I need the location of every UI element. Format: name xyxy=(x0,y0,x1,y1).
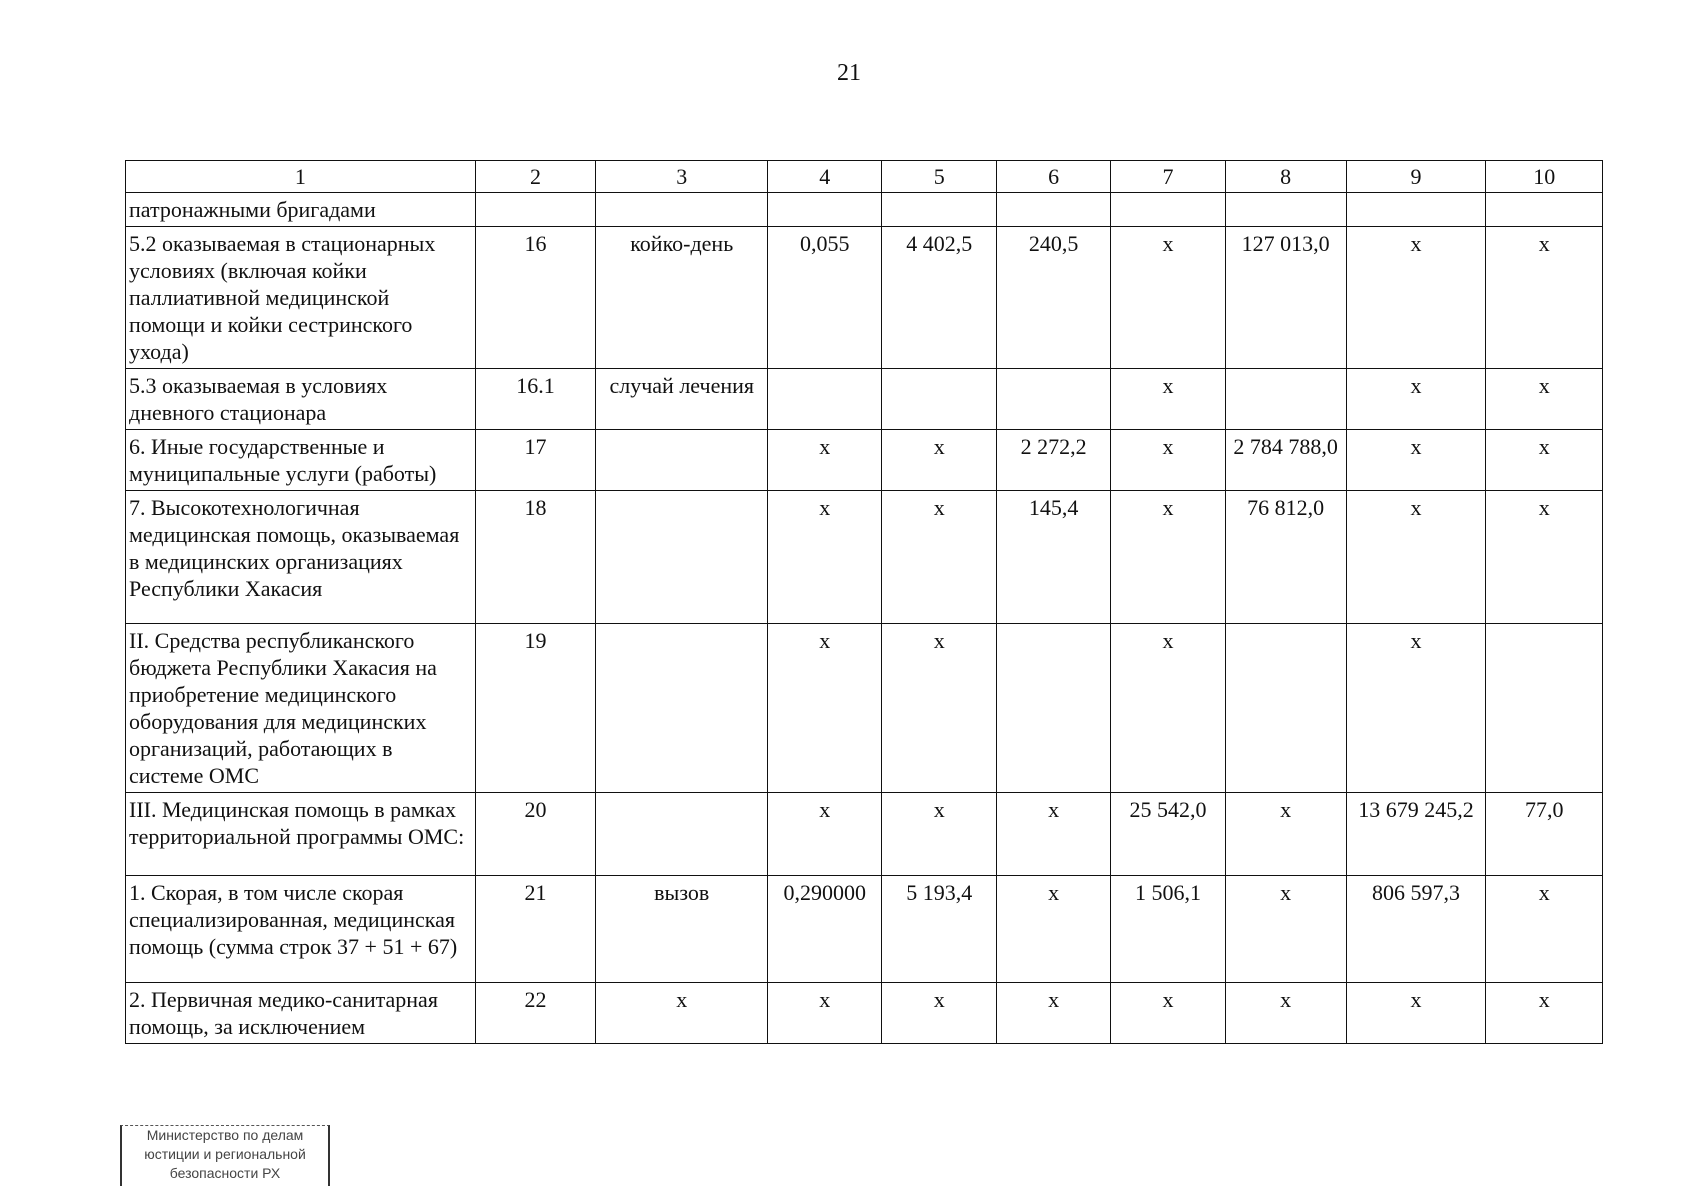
table-cell: 16.1 xyxy=(475,369,596,430)
data-table xyxy=(125,160,1603,1044)
table-cell: x xyxy=(1346,227,1486,369)
table-cell: x xyxy=(1225,876,1346,983)
table-cell xyxy=(596,624,768,793)
table-body xyxy=(126,161,1603,1044)
table-cell: 77,0 xyxy=(1486,793,1603,876)
table-cell: случай лечения xyxy=(596,369,768,430)
table-cell: x xyxy=(996,983,1110,1044)
table-cell: x xyxy=(1486,430,1603,491)
row-label: 1. Скорая, в том числе скорая специализированная, медицинская помощь (сумма строк 37 + 51 + 67) xyxy=(126,876,476,983)
table-cell: 2 272,2 xyxy=(996,430,1110,491)
table-cell: x xyxy=(1346,624,1486,793)
table-row xyxy=(126,369,1603,430)
table-cell: 13 679 245,2 xyxy=(1346,793,1486,876)
table-cell: x xyxy=(1346,369,1486,430)
table-cell: 21 xyxy=(475,876,596,983)
table-cell: 240,5 xyxy=(996,227,1110,369)
table-cell: 127 013,0 xyxy=(1225,227,1346,369)
table-cell: 145,4 xyxy=(996,491,1110,624)
table-cell: 5 193,4 xyxy=(882,876,996,983)
table-cell: 2 784 788,0 xyxy=(1225,430,1346,491)
stamp-line: Министерство по делам xyxy=(146,1127,304,1143)
column-number-cell: 5 xyxy=(882,161,996,193)
table-cell xyxy=(768,369,882,430)
row-label: II. Средства республиканского бюджета Республики Хакасия на приобретение медицинского оборудования для медицинских организаций, работающих в системе ОМС xyxy=(126,624,476,793)
table-cell: x xyxy=(768,793,882,876)
table-cell: x xyxy=(1346,491,1486,624)
table-cell: 22 xyxy=(475,983,596,1044)
column-number-cell: 2 xyxy=(475,161,596,193)
table-cell xyxy=(475,193,596,227)
table-cell: x xyxy=(1111,227,1225,369)
table-cell xyxy=(1486,624,1603,793)
column-number-cell: 8 xyxy=(1225,161,1346,193)
table-cell: вызов xyxy=(596,876,768,983)
table-row xyxy=(126,193,1603,227)
table-cell: x xyxy=(996,876,1110,983)
table-cell xyxy=(1225,369,1346,430)
stamp-line: юстиции и региональной xyxy=(144,1146,306,1162)
row-label: 5.3 оказываемая в условиях дневного стационара xyxy=(126,369,476,430)
table-cell xyxy=(596,430,768,491)
table-cell: x xyxy=(882,430,996,491)
row-label: 5.2 оказываемая в стационарных условиях (включая койки паллиативной медицинской помощи и койки сестринского ухода) xyxy=(126,227,476,369)
table-cell: койко-день xyxy=(596,227,768,369)
table-cell: x xyxy=(1111,624,1225,793)
column-number-cell: 7 xyxy=(1111,161,1225,193)
table-cell: x xyxy=(768,624,882,793)
table-cell: x xyxy=(596,983,768,1044)
table-cell: 4 402,5 xyxy=(882,227,996,369)
table-cell: x xyxy=(1346,430,1486,491)
table-cell: 25 542,0 xyxy=(1111,793,1225,876)
table-cell xyxy=(768,193,882,227)
table-row xyxy=(126,983,1603,1044)
table-cell: x xyxy=(996,793,1110,876)
row-label: III. Медицинская помощь в рамках территориальной программы ОМС: xyxy=(126,793,476,876)
table-cell: x xyxy=(1486,491,1603,624)
column-number-cell: 6 xyxy=(996,161,1110,193)
row-label: 7. Высокотехнологичная медицинская помощь, оказываемая в медицинских организациях Республики Хакасия xyxy=(126,491,476,624)
table-cell: 16 xyxy=(475,227,596,369)
table-cell: 806 597,3 xyxy=(1346,876,1486,983)
table-cell: x xyxy=(1486,369,1603,430)
table-cell: 17 xyxy=(475,430,596,491)
row-label: 2. Первичная медико-санитарная помощь, за исключением xyxy=(126,983,476,1044)
column-number-cell: 1 xyxy=(126,161,476,193)
table-cell xyxy=(1486,193,1603,227)
table-cell: 19 xyxy=(475,624,596,793)
table-cell: x xyxy=(1111,369,1225,430)
row-label: патронажными бригадами xyxy=(126,193,476,227)
stamp-line: безопасности РХ xyxy=(169,1165,281,1181)
table-cell xyxy=(596,193,768,227)
table-cell: x xyxy=(768,983,882,1044)
table-cell xyxy=(1346,193,1486,227)
table-cell: 1 506,1 xyxy=(1111,876,1225,983)
table-cell: x xyxy=(1225,793,1346,876)
table-cell: x xyxy=(882,491,996,624)
table-cell: x xyxy=(1111,983,1225,1044)
table-cell: x xyxy=(768,491,882,624)
table-row xyxy=(126,876,1603,983)
table-cell: x xyxy=(1486,983,1603,1044)
table-row xyxy=(126,227,1603,369)
row-label: 6. Иные государственные и муниципальные услуги (работы) xyxy=(126,430,476,491)
table-row xyxy=(126,491,1603,624)
table-cell: 20 xyxy=(475,793,596,876)
table-cell: x xyxy=(1225,983,1346,1044)
table-cell xyxy=(1111,193,1225,227)
table-cell xyxy=(1225,193,1346,227)
table-cell xyxy=(996,193,1110,227)
ministry-stamp xyxy=(120,1125,330,1186)
table-row xyxy=(126,624,1603,793)
table-cell: x xyxy=(882,793,996,876)
table-cell: x xyxy=(1486,876,1603,983)
column-number-cell: 3 xyxy=(596,161,768,193)
table-cell: x xyxy=(1346,983,1486,1044)
table-cell xyxy=(596,793,768,876)
table-cell xyxy=(996,624,1110,793)
column-number-cell: 9 xyxy=(1346,161,1486,193)
table-row xyxy=(126,430,1603,491)
page-number: 21 xyxy=(837,60,861,86)
table-cell xyxy=(596,491,768,624)
table-cell: x xyxy=(882,983,996,1044)
table-row xyxy=(126,793,1603,876)
table-cell: 0,290000 xyxy=(768,876,882,983)
table-cell xyxy=(1225,624,1346,793)
column-number-cell: 4 xyxy=(768,161,882,193)
table-cell xyxy=(996,369,1110,430)
table-cell: x xyxy=(882,624,996,793)
table-cell: 76 812,0 xyxy=(1225,491,1346,624)
table-cell xyxy=(882,369,996,430)
table-cell: x xyxy=(1111,430,1225,491)
table-cell: x xyxy=(1111,491,1225,624)
column-number-cell: 10 xyxy=(1486,161,1603,193)
table-cell: x xyxy=(1486,227,1603,369)
column-number-row xyxy=(126,161,1603,193)
table-cell: x xyxy=(768,430,882,491)
table-cell xyxy=(882,193,996,227)
table-cell: 0,055 xyxy=(768,227,882,369)
table-cell: 18 xyxy=(475,491,596,624)
